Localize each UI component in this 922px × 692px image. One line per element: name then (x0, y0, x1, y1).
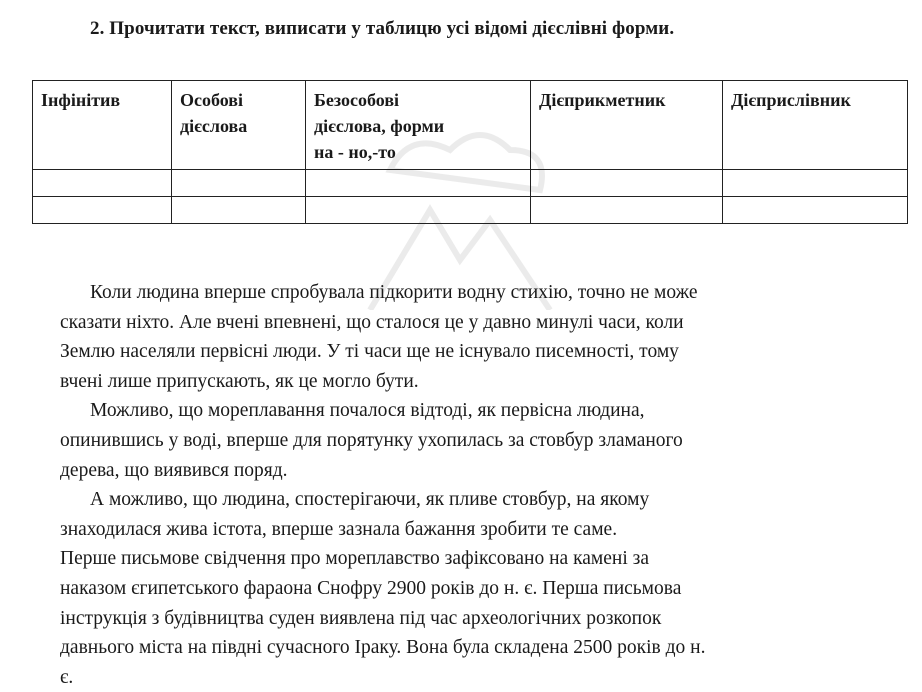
header-impersonal-verbs (306, 81, 531, 170)
header-infinitive (33, 81, 172, 170)
verb-forms-table (32, 80, 908, 224)
header-personal-verbs (172, 81, 306, 170)
text-line: сказати ніхто. Але вчені впевнені, що сталося це у давно минулі часи, коли (60, 311, 684, 333)
table-cell[interactable] (172, 197, 306, 224)
table-cell[interactable] (33, 170, 172, 197)
table-cell[interactable] (531, 170, 723, 197)
table-header-row (33, 81, 908, 170)
header-line: дієслова (180, 116, 248, 136)
table-cell[interactable] (723, 170, 908, 197)
table-cell[interactable] (33, 197, 172, 224)
text-line: вчені лише припускають, як це могло бути. (60, 370, 419, 392)
text-line: Перше письмове свідчення про мореплавство зафіксовано на камені за (60, 548, 649, 570)
text-line: наказом єгипетського фараона Снофру 2900 років до н. є. Перша письмова (60, 577, 682, 599)
text-line: давнього міста на півдні сучасного Іраку. Вона була складена 2500 років до н. (60, 637, 706, 659)
reading-text (60, 278, 892, 692)
table-row (33, 197, 908, 224)
header-line: Дієприслівник (731, 90, 851, 110)
text-line: А можливо, що людина, спостерігаючи, як пливе стовбур, на якому (90, 489, 650, 511)
table-cell[interactable] (306, 197, 531, 224)
table-cell[interactable] (723, 197, 908, 224)
header-line: Безособові (314, 90, 400, 110)
text-line: є. (60, 666, 74, 688)
table-row (33, 170, 908, 197)
text-line: Можливо, що мореплавання почалося відтоді, як первісна людина, (90, 400, 645, 422)
text-line: знаходилася жива істота, вперше зазнала бажання зробити те саме. (60, 518, 618, 540)
table-cell[interactable] (531, 197, 723, 224)
header-adverbial-participle (723, 81, 908, 170)
header-participle (531, 81, 723, 170)
text-line: інструкція з будівництва суден виявлена під час археологічних розкопок (60, 607, 662, 629)
header-line: дієслова, форми (314, 116, 445, 136)
header-line: Інфінітив (41, 90, 121, 110)
table-cell[interactable] (306, 170, 531, 197)
table-cell[interactable] (172, 170, 306, 197)
text-line: опинившись у воді, вперше для порятунку ухопилась за стовбур зламаного (60, 429, 683, 451)
header-line: Дієприкметник (539, 90, 666, 110)
text-line: дерева, що виявився поряд. (60, 459, 288, 481)
text-line: Коли людина вперше спробувала підкорити водну стихію, точно не може (90, 282, 698, 303)
task-title: 2. Прочитати текст, виписати у таблицю усі відомі дієслівні форми. (90, 18, 675, 39)
text-line: Землю населяли первісні люди. У ті часи ще не існувало писемності, тому (60, 341, 679, 363)
header-line: на - но,-то (314, 142, 396, 162)
header-line: Особові (180, 90, 244, 110)
